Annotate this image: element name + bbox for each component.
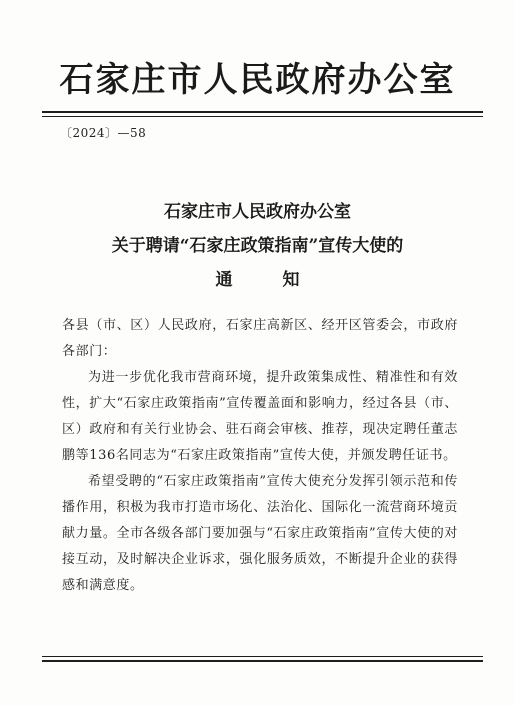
footer-rule-thick: [42, 660, 483, 662]
body-paragraph: 为进一步优化我市营商环境，提升政策集成性、精准性和有效性，扩大“石家庄政策指南”宣传覆盖面和影响力，经过各县（市、区）政府和有关行业协会、驻石商会审核、推荐，现决定聘任董志鹏等136名同志为“石家庄政策指南”宣传大使，并颁发聘任证书。: [62, 370, 458, 463]
footer-rule-thin: [42, 656, 483, 657]
notice-title-line3: 通知: [215, 270, 350, 290]
notice-title-line2: 关于聘请“石家庄政策指南”宣传大使的: [111, 236, 404, 256]
document-number: 〔2024〕—58: [60, 126, 147, 140]
notice-title-line1: 石家庄市人民政府办公室: [164, 202, 351, 222]
letterhead-rule-thin: [42, 116, 483, 117]
notice-body: [62, 313, 458, 599]
letterhead-rule-thick: [42, 111, 483, 113]
agency-letterhead-title: 石家庄市人民政府办公室: [59, 60, 456, 100]
notice-title: [0, 195, 515, 297]
body-paragraph: 希望受聘的“石家庄政策指南”宣传大使充分发挥引领示范和传播作用，积极为我市打造市场化、法治化、国际化一流营商环境贡献力量。全市各级各部门要加强与“石家庄政策指南”宣传大使的对接互动，及时解决企业诉求，强化服务质效，不断提升企业的获得感和满意度。: [62, 474, 458, 593]
salutation: 各县（市、区）人民政府，石家庄高新区、经开区管委会，市政府各部门：: [62, 318, 458, 359]
